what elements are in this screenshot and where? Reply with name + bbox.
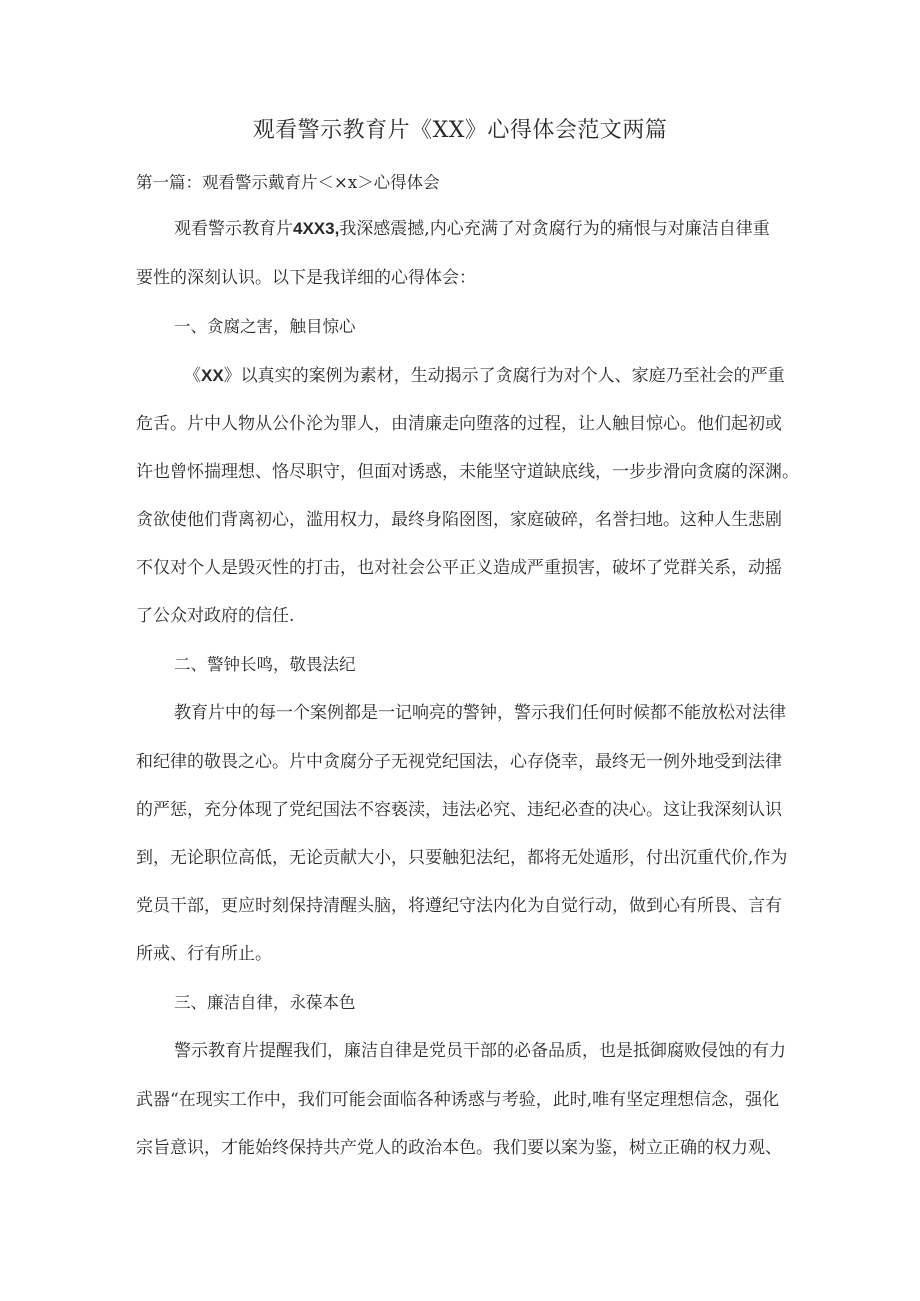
paragraph-line: 危舌。片中人物从公仆沦为罪人，由清廉走向堕落的过程，让人触目惊心。他们起初或 — [136, 414, 782, 434]
paragraph-line: 到，无论职位高低，无论贡献大小，只要触犯法纪，都将无处遁形，付出沉重代价,作为 — [136, 848, 788, 868]
paragraph-line: 教育片中的每一个案例都是一记响亮的警钟，警示我们任何时候都不能放松对法律 — [174, 703, 786, 723]
paragraph-line — [184, 363, 785, 389]
paragraph-line: 要性的深刻认识。以下是我详细的心得体会： — [136, 268, 476, 288]
document-title: 观看警示教育片《XX》心得体会范文两篇 — [252, 118, 668, 143]
paragraph-line: 了公众对政府的信任. — [136, 606, 295, 626]
text-run: 观看警示教育片 — [174, 219, 293, 239]
film-title-bold: 4XX3, — [293, 219, 340, 238]
paragraph-line: 贪欲使他们背离初心，滥用权力，最终身陷囹图，家庭破碎，名誉扫地。这种人生悲剧 — [136, 510, 782, 530]
paragraph-line: 党员干部，更应时刻保持清醒头脑，将遵纪守法内化为自觉行动，做到心有所畏、言有 — [136, 896, 782, 916]
paragraph-line: 武器“在现实工作中，我们可能会面临各种诱惑与考验，此时,唯有坚定理想信念，强化 — [136, 1090, 780, 1110]
article-subtitle: 第一篇：观看警示戴育片＜×x＞心得体会 — [136, 173, 440, 192]
paragraph-line: 许也曾怀揣理想、恪尽职守，但面对诱惑，未能坚守道缺底线，一步步滑向贪腐的深渊。 — [136, 462, 799, 482]
text-run: 《 — [184, 366, 201, 386]
text-run: 》以真实的案例为素材，生动揭示了贪腐行为对个人、家庭乃至社会的严重 — [223, 366, 785, 386]
paragraph-line: 的严惩，充分体现了党纪国法不容亵渎，违法必究、违纪必查的决心。这让我深刻认识 — [136, 800, 782, 820]
paragraph-line — [174, 216, 770, 242]
paragraph-line: 和纪律的敬畏之心。片中贪腐分子无视党纪国法，心存侥幸，最终无一例外地受到法律 — [136, 752, 782, 772]
paragraph-line: 警示教育片提醒我们，廉洁自律是党员干部的必备品质，也是抵御腐败侵蚀的有力 — [174, 1041, 786, 1061]
paragraph-line: 宗旨意识，才能始终保持共产党人的政治本色。我们要以案为鉴，树立正确的权力观、 — [136, 1138, 782, 1158]
film-title-bold: XX — [201, 366, 224, 385]
paragraph-line: 所戒、行有所止。 — [136, 944, 272, 964]
paragraph-line: 不仅对个人是毁灭性的打击，也对社会公平正义造成严重损害，破坏了党群关系，动摇 — [136, 558, 782, 578]
section-heading-3: 三、廉洁自律，永葆本色 — [174, 993, 356, 1012]
section-heading-1: 一、贪腐之害，触目惊心 — [174, 317, 356, 336]
section-heading-2: 二、警钟长鸣，敬畏法纪 — [174, 655, 356, 674]
text-run: 我深感震撼,内心充满了对贪腐行为的痛恨与对廉洁自律重 — [339, 219, 770, 239]
